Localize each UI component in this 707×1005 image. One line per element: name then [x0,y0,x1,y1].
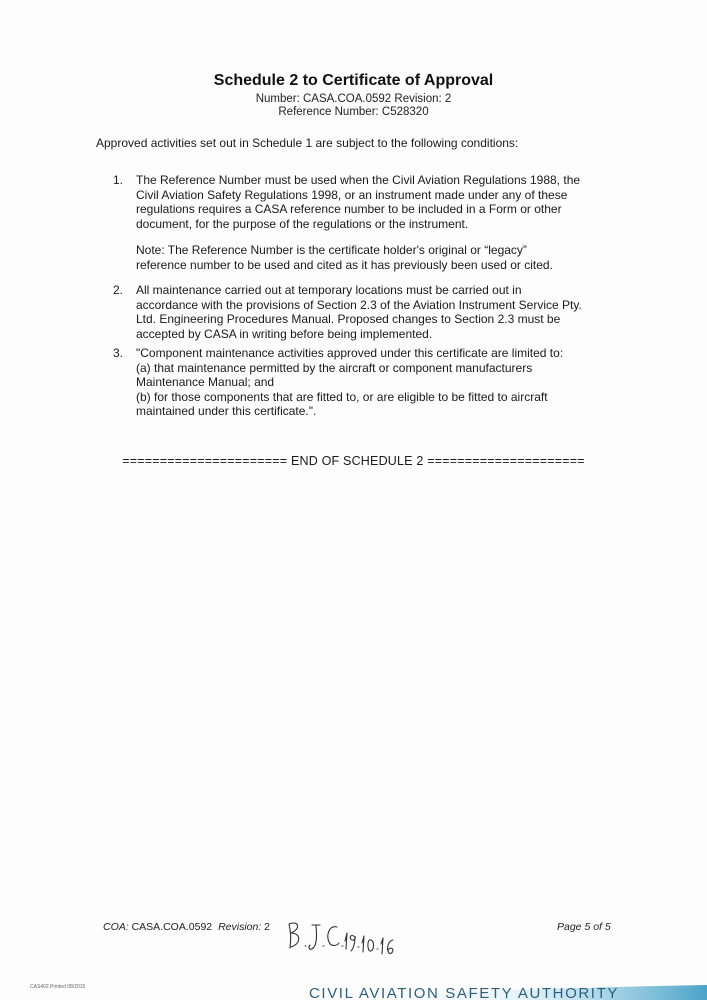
condition-line: Civil Aviation Safety Regulations 1998, or an instrument made under any of these [136,187,568,202]
authority-name: CIVIL AVIATION SAFETY AUTHORITY [309,985,619,1002]
footer-coa-label: COA: [103,921,129,933]
footer-coa-value: CASA.COA.0592 [131,921,213,933]
handwritten-signature [285,916,400,961]
intro-paragraph: Approved activities set out in Schedule 1 are subject to the following conditions: [96,136,519,150]
reference-number-line: Reference Number: C528320 [278,106,429,118]
condition-line: document, for the purpose of the regulations or the instrument. [136,216,469,231]
condition-line: "Component maintenance activities approved under this certificate are limited to: [136,346,564,360]
condition-line: accepted by CASA in writing before being implemented. [136,326,433,341]
condition-note [136,243,616,272]
condition-body [136,173,616,231]
note-line: reference number to be used and cited as it has previously been used or cited. [136,257,553,272]
page-number: Page 5 of 5 [557,921,611,933]
condition-number: 2. [113,283,124,297]
condition-line: (b) for those components that are fitted to, or are eligible to be fitted to aircraft [136,389,548,404]
certificate-number-line: Number: CASA.COA.0592 Revision: 2 [255,93,452,105]
condition-body [136,346,616,419]
condition-number: 3. [113,346,124,360]
footer-revision-value: 2 [264,921,271,933]
condition-line: regulations requires a CASA reference number to be included in a Form or other [136,202,562,217]
condition-line: Ltd. Engineering Procedures Manual. Proposed changes to Section 2.3 must be [136,312,561,327]
condition-body [136,283,616,341]
condition-line: (a) that maintenance permitted by the aircraft or component manufacturers [136,360,533,375]
condition-line: All maintenance carried out at temporary locations must be carried out in [136,283,522,297]
condition-line: Maintenance Manual; and [136,375,275,390]
note-line: Note: The Reference Number is the certificate holder's original or “legacy” [136,243,527,257]
end-of-schedule-marker: ====================== END OF SCHEDULE 2 ===================== [122,454,585,468]
footer-revision-label: Revision: [218,921,262,933]
footer-certificate-info [103,921,270,933]
condition-line: The Reference Number must be used when the Civil Aviation Regulations 1988, the [136,173,581,187]
condition-line: accordance with the provisions of Section 2.3 of the Aviation Instrument Service Pty. [136,297,582,312]
print-code: CAS402 Printed 08/2015 [30,984,86,990]
page-title: Schedule 2 to Certificate of Approval [213,72,494,89]
condition-number: 1. [113,173,124,187]
condition-line: maintained under this certificate.". [136,404,317,419]
